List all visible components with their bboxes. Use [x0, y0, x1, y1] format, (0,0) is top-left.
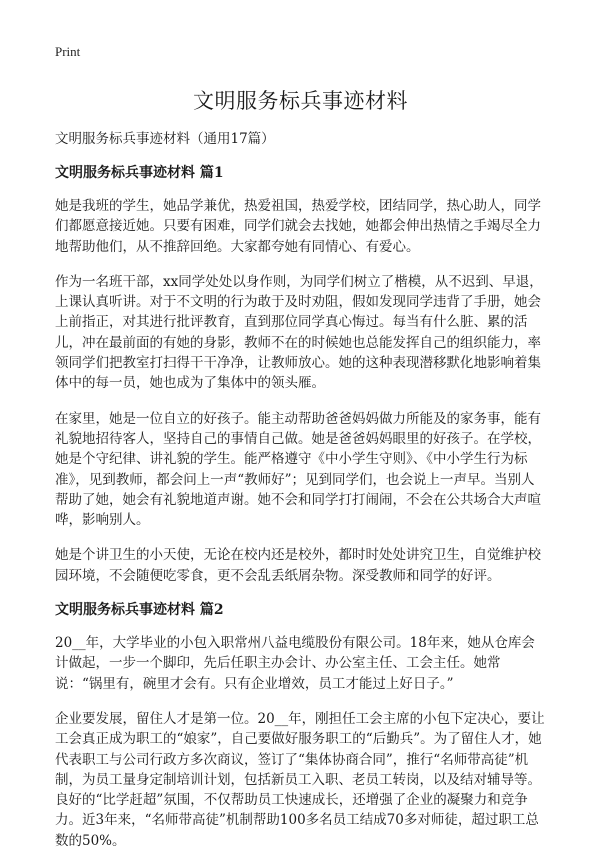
document-title: 文明服务标兵事迹材料: [193, 89, 408, 113]
document-subtitle: 文明服务标兵事迹材料（通用17篇）: [55, 131, 275, 147]
section-2: [55, 601, 546, 851]
paragraph: 企业要发展，留住人才是第一位。20__年，刚担任工会主席的小包下定决心，要让工会真正成为职工的“娘家”，自己要做好服务职工的“后勤兵”。为了留住人才，她代表职工与公司行政方多次商议，签订了“集体协商合同”，推行“名师带高徒”机制，为员工量身定制培训计划，包括新员工入职、老员工转岗，以及结对辅导等。良好的“比学赶超”氛围，不仅帮助员工快速成长，还增强了企业的凝聚力和竞争力。近3年来，“名师带高徒”机制帮助100多名员工结成70多对师徒，超过职工总数的50%。: [55, 710, 545, 849]
paragraph: 她是个讲卫生的小天使，无论在校内还是校外，都时时处处讲究卫生，自觉维护校园环境，不会随便吃零食，更不会乱丢纸屑杂物。深受教师和同学的好评。: [55, 547, 541, 584]
print-link[interactable]: Print: [55, 44, 81, 59]
section-heading: 文明服务标兵事迹材料 篇2: [55, 602, 224, 619]
section-1: [55, 164, 546, 586]
section-heading: 文明服务标兵事迹材料 篇1: [55, 165, 224, 181]
paragraph: 作为一名班干部，xx同学处处以身作则，为同学们树立了楷模，从不迟到、早退，上课认真听讲。对于不文明的行为敢于及时劝阻，假如发现同学违背了手册，她会上前指正，对其进行批评教育，直到那位同学真心悔过。每当有什么脏、累的活儿，冲在最前面的有她的身影，教师不在的时候她也总能发挥自己的组织能力，率领同学们把教室打扫得干干净净，让教师放心。她的这种表现潜移默化地影响着集体中的每一员，她也成为了集体中的领头雁。: [55, 273, 543, 392]
paragraph: 她是我班的学生，她品学兼优，热爱祖国，热爱学校，团结同学，热心助人，同学们都愿意接近她。只要有困难，同学们就会去找她，她都会伸出热情之手竭尽全力地帮助他们，从不推辞回绝。大家都夸她有同情心、有爱心。: [55, 198, 541, 255]
paragraph: 在家里，她是一位自立的好孩子。能主动帮助爸爸妈妈做力所能及的家务事，能有礼貌地招待客人，坚持自己的事情自己做。她是爸爸妈妈眼里的好孩子。在学校，她是个守纪律、讲礼貌的学生。能严格遵守《中小学生守则》、《中小学生行为标准》，见到教师，都会问上一声“教师好”；见到同学们，也会说上一声早。当别人帮助了她，她会有礼貌地道声谢。她不会和同学打打闹闹，不会在公共场合大声喧哗，影响别人。: [55, 410, 541, 529]
paragraph: 20__年，大学毕业的小包入职常州八益电缆股份有限公司。18年来，她从仓库会计做起，一步一个脚印，先后任职主办会计、办公室主任、工会主任。她常说：“锅里有，碗里才会有。只有企业增效，员工才能过上好日子。”: [55, 635, 535, 692]
